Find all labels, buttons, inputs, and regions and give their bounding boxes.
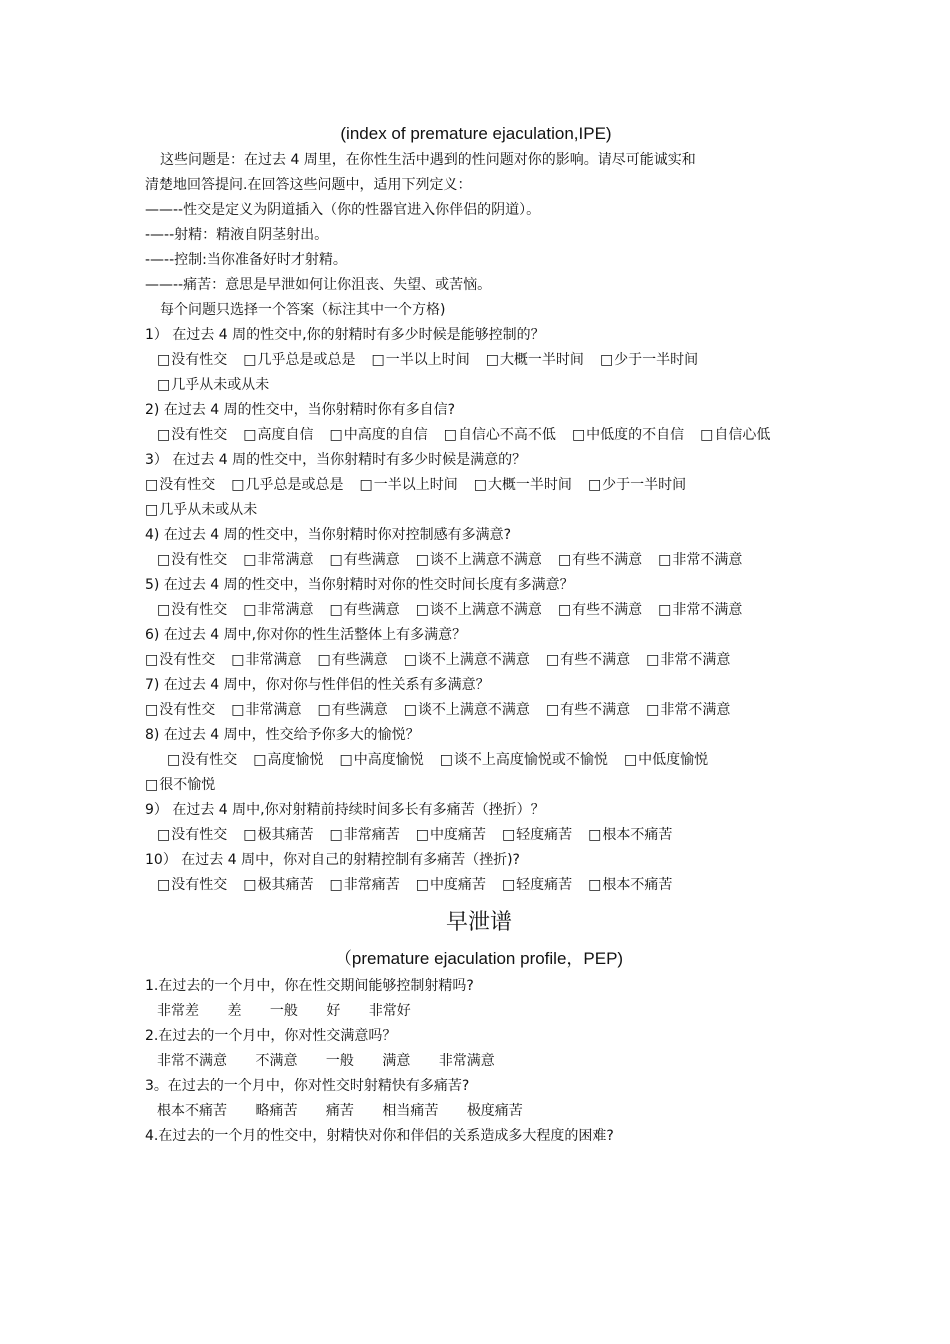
checkbox-option[interactable]: □ 没有性交	[157, 348, 227, 373]
pep-question-options	[145, 1099, 813, 1124]
pep-heading: 早泄谱	[445, 910, 512, 935]
checkbox-option[interactable]: □ 非常痛苦	[329, 823, 399, 848]
pep-question-options	[145, 1049, 813, 1074]
pep-option[interactable]: 痛苦	[325, 1103, 354, 1119]
pep-option[interactable]: 非常差	[157, 1003, 199, 1019]
definition-distress: ——--痛苦：意思是早泄如何让你沮丧、失望、或苦恼。	[145, 277, 492, 293]
question-title: 2) 在过去 4 周的性交中，当你射精时你有多自信?	[145, 402, 456, 418]
checkbox-option[interactable]: □ 一半以上时间	[359, 473, 457, 498]
checkbox-option[interactable]: □ 没有性交	[145, 473, 215, 498]
checkbox-option[interactable]: □ 极其痛苦	[243, 873, 313, 898]
checkbox-option[interactable]: □ 没有性交	[145, 648, 215, 673]
pep-question-title: 1.在过去的一个月中，你在性交期间能够控制射精吗?	[145, 978, 474, 994]
checkbox-option[interactable]: □ 中度痛苦	[416, 823, 486, 848]
instruction: 每个问题只选择一个答案（标注其中一个方格)	[160, 302, 446, 318]
question-options	[145, 873, 813, 898]
checkbox-option[interactable]: □ 极其痛苦	[243, 823, 313, 848]
checkbox-option[interactable]: □ 有些不满意	[558, 548, 642, 573]
pep-option[interactable]: 根本不痛苦	[157, 1103, 227, 1119]
checkbox-option[interactable]: □ 有些满意	[329, 598, 399, 623]
pep-option[interactable]: 非常满意	[438, 1053, 495, 1069]
pep-question-options	[145, 999, 813, 1024]
checkbox-option[interactable]: □ 没有性交	[157, 423, 227, 448]
definition-intercourse: ——--性交是定义为阴道插入（你的性器官进入你伴侣的阴道）。	[145, 202, 541, 218]
checkbox-option[interactable]: □ 非常不满意	[658, 548, 742, 573]
checkbox-option[interactable]: □ 谈不上满意不满意	[416, 548, 542, 573]
checkbox-option[interactable]: □ 谈不上高度愉悦或不愉悦	[440, 748, 608, 773]
pep-title: （premature ejaculation profile，PEP)	[334, 949, 624, 968]
question-title: 10） 在过去 4 周中，你对自己的射精控制有多痛苦（挫折)?	[145, 852, 520, 868]
question-options	[145, 823, 813, 848]
checkbox-option[interactable]: □ 自信心低	[700, 423, 770, 448]
question-title: 6) 在过去 4 周中,你对你的性生活整体上有多满意？	[145, 627, 467, 643]
checkbox-option[interactable]: □ 几乎总是或总是	[231, 473, 343, 498]
question-title: 5) 在过去 4 周的性交中，当你射精时对你的性交时间长度有多满意？	[145, 577, 574, 593]
checkbox-option[interactable]: □ 非常不满意	[658, 598, 742, 623]
checkbox-option[interactable]: □ 没有性交	[157, 823, 227, 848]
checkbox-option[interactable]: □ 少于一半时间	[600, 348, 698, 373]
question-title: 1） 在过去 4 周的性交中,你的射精时有多少时候是能够控制的？	[145, 327, 545, 343]
checkbox-option[interactable]: □ 高度自信	[243, 423, 313, 448]
checkbox-option[interactable]: □ 非常满意	[231, 648, 301, 673]
checkbox-option[interactable]: □ 大概一半时间	[474, 473, 572, 498]
checkbox-option[interactable]: □ 中度痛苦	[416, 873, 486, 898]
pep-question-title: 2.在过去的一个月中，你对性交满意吗？	[145, 1028, 397, 1044]
pep-option[interactable]: 非常好	[368, 1003, 411, 1019]
question-options	[145, 473, 813, 523]
question-options	[145, 648, 813, 673]
definition-control: -—--控制:当你准备好时才射精。	[145, 252, 347, 268]
checkbox-option[interactable]: □ 非常满意	[243, 548, 313, 573]
pep-question-title: 4.在过去的一个月的性交中，射精快对你和伴侣的关系造成多大程度的困难?	[145, 1128, 614, 1144]
checkbox-option[interactable]: □ 有些满意	[317, 698, 387, 723]
question-options	[145, 748, 813, 773]
checkbox-option[interactable]: □ 几乎从未或从未	[157, 373, 269, 398]
checkbox-option[interactable]: □ 谈不上满意不满意	[404, 698, 530, 723]
question-options	[145, 423, 813, 448]
checkbox-option[interactable]: □ 中高度愉悦	[339, 748, 423, 773]
checkbox-option[interactable]: □ 几乎从未或从未	[145, 498, 257, 523]
pep-option[interactable]: 不满意	[255, 1053, 298, 1069]
question-title: 8) 在过去 4 周中，性交给予你多大的愉悦？	[145, 727, 420, 743]
checkbox-option[interactable]: □ 很不愉悦	[145, 773, 215, 798]
pep-option[interactable]: 非常不满意	[157, 1053, 227, 1069]
question-options	[145, 348, 813, 398]
checkbox-option[interactable]: □ 大概一半时间	[486, 348, 584, 373]
intro-line-1: 这些问题是：在过去 4 周里，在你性生活中遇到的性问题对你的影响。请尽可能诚实和	[160, 152, 696, 168]
pep-option[interactable]: 一般	[325, 1053, 354, 1069]
checkbox-option[interactable]: □ 中低度的不自信	[572, 423, 684, 448]
checkbox-option[interactable]: □ 几乎总是或总是	[243, 348, 355, 373]
question-options	[145, 548, 813, 573]
question-options	[145, 598, 813, 623]
checkbox-option[interactable]: □ 一半以上时间	[371, 348, 469, 373]
checkbox-option[interactable]: □ 少于一半时间	[588, 473, 686, 498]
checkbox-option[interactable]: □ 没有性交	[167, 748, 237, 773]
question-title: 7) 在过去 4 周中，你对你与性伴侣的性关系有多满意？	[145, 677, 490, 693]
checkbox-option[interactable]: □ 高度愉悦	[253, 748, 323, 773]
question-options-continued	[145, 773, 813, 798]
checkbox-option[interactable]: □ 轻度痛苦	[502, 873, 572, 898]
checkbox-option[interactable]: □ 没有性交	[157, 873, 227, 898]
question-title: 3） 在过去 4 周的性交中，当你射精时有多少时候是满意的？	[145, 452, 527, 468]
ipe-title: (index of premature ejaculation,IPE)	[340, 124, 612, 143]
checkbox-option[interactable]: □ 谈不上满意不满意	[404, 648, 530, 673]
pep-option[interactable]: 一般	[269, 1003, 298, 1019]
pep-option[interactable]: 满意	[382, 1053, 411, 1069]
checkbox-option[interactable]: □ 自信心不高不低	[444, 423, 556, 448]
pep-option[interactable]: 差	[227, 1003, 242, 1019]
checkbox-option[interactable]: □ 有些满意	[329, 548, 399, 573]
checkbox-option[interactable]: □ 非常满意	[243, 598, 313, 623]
checkbox-option[interactable]: □ 有些不满意	[558, 598, 642, 623]
checkbox-option[interactable]: □ 中低度愉悦	[624, 748, 708, 773]
checkbox-option[interactable]: □ 非常不满意	[646, 698, 730, 723]
pep-question-title: 3。在过去的一个月中，你对性交时射精快有多痛苦?	[145, 1078, 470, 1094]
definition-ejaculation: -—--射精：精液自阴茎射出。	[145, 227, 329, 243]
checkbox-option[interactable]: □ 根本不痛苦	[588, 823, 672, 848]
intro-line-2: 清楚地回答提问.在回答这些问题中，适用下列定义：	[145, 177, 472, 193]
checkbox-option[interactable]: □ 有些不满意	[546, 698, 630, 723]
checkbox-option[interactable]: □ 轻度痛苦	[502, 823, 572, 848]
checkbox-option[interactable]: □ 没有性交	[157, 598, 227, 623]
checkbox-option[interactable]: □ 没有性交	[145, 698, 215, 723]
pep-option[interactable]: 好	[326, 1003, 341, 1019]
checkbox-option[interactable]: □ 有些不满意	[546, 648, 630, 673]
pep-option[interactable]: 略痛苦	[255, 1103, 298, 1119]
pep-option[interactable]: 极度痛苦	[466, 1103, 523, 1119]
pep-option[interactable]: 相当痛苦	[382, 1103, 439, 1119]
checkbox-option[interactable]: □ 有些满意	[317, 648, 387, 673]
question-title: 9） 在过去 4 周中,你对射精前持续时间多长有多痛苦（挫折）？	[145, 802, 545, 818]
checkbox-option[interactable]: □ 根本不痛苦	[588, 873, 672, 898]
checkbox-option[interactable]: □ 谈不上满意不满意	[416, 598, 542, 623]
question-options	[145, 698, 813, 723]
document-page	[145, 120, 813, 1149]
checkbox-option[interactable]: □ 非常不满意	[646, 648, 730, 673]
checkbox-option[interactable]: □ 中高度的自信	[329, 423, 427, 448]
checkbox-option[interactable]: □ 非常痛苦	[329, 873, 399, 898]
question-title: 4) 在过去 4 周的性交中，当你射精时你对控制感有多满意?	[145, 527, 512, 543]
checkbox-option[interactable]: □ 没有性交	[157, 548, 227, 573]
checkbox-option[interactable]: □ 非常满意	[231, 698, 301, 723]
